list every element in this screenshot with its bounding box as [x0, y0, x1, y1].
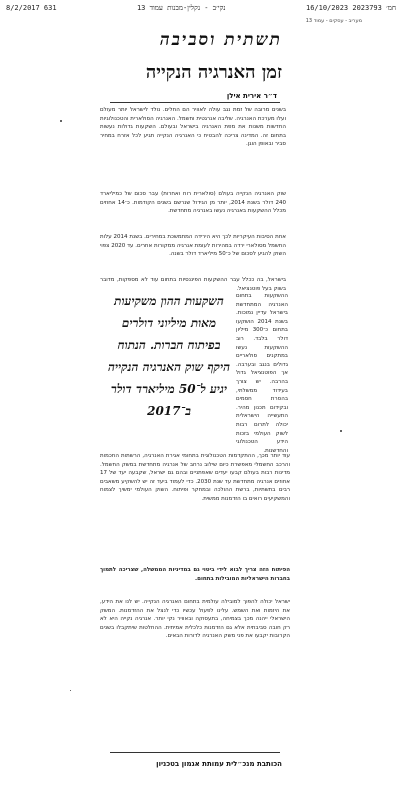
divider: [110, 752, 280, 753]
scan-speck: [60, 120, 62, 122]
scan-speck: [340, 430, 342, 432]
body-paragraph-3: ישראל יכולה להפוך למובילה עולמית בתחום האנרגיה הנקייה. יש לנו את הידע, את היזמות ואת השמש. עלינו לפעול עכשיו כדי לנצל את ההזדמנות. המשק הישראלי ייהנה מכך בצמיחה, בתעסוקה ובאוויר נקי יותר. אנרגיה נקייה היא לא רק חובה סביבתית אלא גם הזדמנות כלכלית אמיתית. ההחלטות שיתקבלו בשנים הקרובות יקבעו את פני משק האנרגיה לדורות הבאים.: [100, 599, 290, 640]
right-column-text: ההשקעות בתחום האנרגיה המתחדשת בישראל עדיין נמוכות. בשנת 2014 הושקעו בתחום כ־300 מיליון דולר בלבד. רוב ההשקעות נעשו במתקנים סולאריים גדולים בנגב ובערבה. אך הפוטנציאל גדול בהרבה. יש צורך בעידוד ממשלתי, בהסרת חסמים ובקידום תכנון מהיר. התעשייה הישראלית יכולה לתרום רבות לשוק העולמי בזכות הידע הטכנולוגי והחדשנות.: [236, 293, 288, 454]
intro-paragraph: בשנים מרובה של זמת נגב עולה לאוויר הם החלים. נולד לישראל יותר מעולם ועלו מערכת האנרגיה. שליבה אנרגטית וחשמל. האנרגיה הסולארית והטכנולוגיות החדשות משנות את מפת האנרגיה בישראל ובעולם. השקעות גדולות נעשות בתחום זה. המדינה צריכה להבטיח כי האנרגיה הנקייה תגיע לכל אזרח במחיר סביר ובאופן הוגן.: [100, 107, 286, 148]
paragraph-2: שוק האנרגיה הנקייה בעולם (סולארית רוח ואחרות) עבר סכום של כמיליארד 240 דולר בשנת 2014, יותר מן הגידול שנרשם בשנים הקודמות. כ־14 אחוזים מכלל ההשקעות באנרגיה נעשו באנרגיה מתחדשת.: [100, 191, 286, 215]
fax-header-left: חמ׳ 2023793 16/10/2023: [305, 4, 396, 12]
article-headline: זמן האנרגיה הנקייה: [145, 62, 282, 83]
divider: [110, 102, 280, 103]
fax-header: [6, 4, 396, 14]
body-paragraph-2: עוד יותר מכך, ההתקדמות הטכנולוגית בתחומי אגירת האנרגיה, הרשתות החכמות והרכב החשמלי מאפשרת כיום שילוב נרחב של אנרגיה מתחדשת במשק החשמל. מדינות רבות בעולם קבעו יעדים שאפתניים ובהם גם ישראל, שקבעה יעד של 17 אחוזים אנרגיה מתחדשת עד שנת 2030. כדי לעמוד ביעד זה יש להשקיע משאבים רבים בתשתיות, ברשת ההולכה ובמחקר ופיתוח. השוק העולמי ימשיך לצמוח והמשקיעים רואים בו הזדמנות ממשית.: [100, 453, 290, 502]
author-credit: הכותבת מנכ״לית עמותת אגמון בטכניון: [156, 760, 282, 768]
fax-header-right: 8/2/2017 631: [6, 4, 57, 12]
bold-paragraph: הפיתוח הזה צריך לבוא לידי ביטוי גם במדיניות הממשלה, שצריכה לתמוך בחברות הישראליות המובילות בתחום.: [100, 567, 290, 582]
paragraph-4: בישראל, בה ככלל עבר ההשקעות הפיננסיות בתחום עוד לא מספקות, מדובר בשוק בעל פוטנציאל.: [100, 277, 286, 292]
paragraph-3: אחת הסיבות העיקריות לכך היא הירידה המתמשכת במחירים. בשנת 2014 עלות החשמל מסולארי ירדה במהירות לעומת אנרגיה ממקורות אחרים. עד 2020 צפוי השוק להגיע לסכום של כ־50 מיליארד דולר בשנה.: [100, 234, 286, 258]
section-heading: תשתית וסביבה: [159, 30, 282, 50]
pull-quote: השקעות ההון משקיעות מאות מיליוני דולרים בפיתוח חברות. הנתוח היקף שוק האנרגיה הנקייה יגיע ל־50 מיליארד דולר ב־2017: [107, 294, 231, 418]
fax-header-middle: נקי׳ב - נקלין-מבנות עמוד 13: [136, 4, 226, 12]
scan-speck: [70, 690, 71, 691]
source-line: מעריב - עסקים - עמוד 13: [305, 18, 362, 24]
byline: ד״ר אירית אילן: [226, 92, 277, 100]
